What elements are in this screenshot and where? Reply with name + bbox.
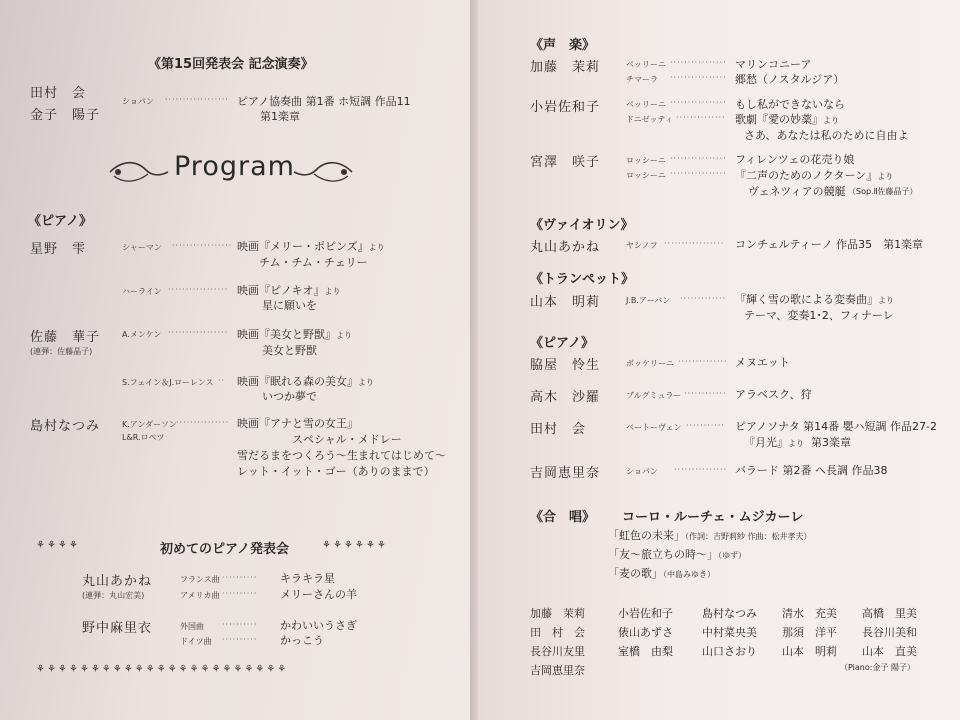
commemoration-title: 《第15回発表会 記念演奏》 bbox=[148, 57, 314, 72]
dot-leader: ·········· bbox=[222, 620, 258, 629]
dot-leader: ················· bbox=[172, 241, 233, 250]
piece-sub: いつか夢で bbox=[262, 390, 317, 403]
section-heading-chorus: 《合 唱》 bbox=[530, 510, 596, 525]
composer-name: ヤシノフ bbox=[626, 241, 658, 250]
member-name: 高橋 里美 bbox=[862, 607, 917, 620]
piece-line: レット・イット・ゴー（ありのままで） bbox=[237, 465, 435, 478]
dot-leader: ·· bbox=[218, 376, 226, 385]
performer-name: 宮澤 咲子 bbox=[530, 155, 601, 170]
composer-name: ボッケリーニ bbox=[626, 359, 674, 368]
composer-name: ベートーヴェン bbox=[626, 423, 682, 432]
composer-name: ブルグミュラー bbox=[626, 391, 682, 400]
member-name: 室橋 由梨 bbox=[618, 645, 673, 658]
composer-name: チマーラ bbox=[626, 75, 658, 84]
dot-leader: ·················· bbox=[165, 95, 229, 104]
composer-name: アメリカ曲 bbox=[180, 591, 220, 600]
composer-name: J.B.アーバン bbox=[626, 296, 671, 305]
performer-name: 高木 沙羅 bbox=[530, 390, 601, 405]
accompanist-note: (連弾：佐藤晶子) bbox=[30, 347, 93, 356]
performer-name: 山本 明莉 bbox=[530, 295, 601, 310]
flourish-right-icon bbox=[292, 158, 354, 186]
song-title: 「麦の歌」（中島みゆき） bbox=[608, 567, 715, 580]
member-name: 清水 充美 bbox=[782, 607, 837, 620]
program-heading: Program bbox=[174, 151, 295, 182]
composer-name: ハーライン bbox=[122, 287, 162, 296]
piece-title: 『二声のためのノクターン』より bbox=[735, 169, 894, 182]
dot-leader: ················ bbox=[670, 73, 727, 82]
section-heading-piano: 《ピアノ》 bbox=[530, 336, 594, 351]
performer-name: 小岩佐和子 bbox=[530, 100, 601, 115]
performer-name: 加藤 茉莉 bbox=[530, 60, 601, 75]
member-name: 長谷川友里 bbox=[530, 645, 585, 658]
performer-name: 丸山あかね bbox=[530, 240, 601, 255]
dot-leader: ·········· bbox=[222, 635, 258, 644]
right-page bbox=[478, 0, 960, 720]
piece-title: 映画『眠れる森の美女』より bbox=[237, 375, 374, 388]
performer-name: 星野 雫 bbox=[30, 242, 87, 257]
member-name: 那須 洋平 bbox=[782, 626, 837, 639]
piece-title: 映画『メリー・ポピンズ』より bbox=[237, 240, 385, 253]
piece-sub: 『月光』より 第3楽章 bbox=[744, 436, 851, 449]
piece-title: もし私ができないなら bbox=[735, 98, 845, 111]
performer-name: 金子 陽子 bbox=[30, 108, 101, 123]
member-name: 中村菜央美 bbox=[702, 626, 757, 639]
piece-title: ピアノ協奏曲 第1番 ホ短調 作品11 bbox=[237, 95, 411, 108]
dot-leader: ················ bbox=[670, 169, 727, 178]
piece-line: 雪だるまをつくろう～生まれてはじめて～ bbox=[237, 449, 446, 462]
ornament-border-icon: ⚘⚘⚘⚘⚘⚘⚘⚘⚘⚘⚘⚘⚘⚘⚘⚘⚘⚘⚘⚘⚘⚘⚘ bbox=[36, 664, 289, 675]
composer-name: ドイツ曲 bbox=[180, 637, 212, 646]
composer-name: A.メンケン bbox=[122, 330, 162, 339]
composer-name: ベッリーニ bbox=[626, 60, 666, 69]
dot-leader: ··············· bbox=[674, 465, 728, 474]
composer-name: L&R.ロペツ bbox=[122, 433, 165, 442]
song-title: 「友～旅立ちの時～」（ゆず） bbox=[608, 548, 746, 561]
ornament-row-icon: ⚘⚘⚘⚘⚘⚘ bbox=[322, 540, 388, 551]
piece-title: メヌエット bbox=[735, 356, 790, 369]
piece-title: 『輝く雪の歌による変奏曲』より bbox=[735, 293, 894, 306]
piece-title: 映画『ピノキオ』より bbox=[237, 284, 341, 297]
piece-sub: 星に願いを bbox=[262, 299, 317, 312]
composer-name: ショパン bbox=[122, 97, 154, 106]
piece-title: かっこう bbox=[280, 634, 324, 647]
composer-name: ロッシーニ bbox=[626, 156, 666, 165]
dot-leader: ················ bbox=[670, 154, 727, 163]
first-recital-heading: 初めてのピアノ発表会 bbox=[160, 542, 289, 557]
piece-title: メリーさんの羊 bbox=[280, 588, 357, 601]
piece-title: バラード 第2番 ヘ長調 作品38 bbox=[735, 464, 888, 477]
piece-sub: スペシャル・メドレー bbox=[292, 433, 402, 446]
dot-leader: ·············· bbox=[678, 357, 728, 366]
composer-name: ベッリーニ bbox=[626, 100, 666, 109]
piano-accompanist-note: （Piano:金子 陽子） bbox=[840, 663, 915, 672]
ornament-row-icon: ⚘⚘⚘⚘ bbox=[36, 540, 80, 551]
composer-name: フランス曲 bbox=[180, 575, 220, 584]
member-name: 島村なつみ bbox=[702, 607, 757, 620]
section-heading-vocal: 《声 楽》 bbox=[530, 38, 596, 53]
composer-name: S.フェイン＆J.ローレンス bbox=[122, 378, 214, 387]
section-heading-piano: 《ピアノ》 bbox=[28, 214, 92, 229]
dot-leader: ················· bbox=[664, 239, 725, 248]
song-title: 「虹色の未来」（作詞：吉野莉紗 作曲：松井孝夫） bbox=[608, 529, 812, 542]
dot-leader: ················· bbox=[168, 285, 229, 294]
piece-title: ヴェネツィアの競艇 bbox=[748, 185, 846, 198]
performer-name: 脇屋 怜生 bbox=[530, 358, 601, 373]
dot-leader: ·········· bbox=[222, 573, 258, 582]
piece-title: 映画『アナと雪の女王』 bbox=[237, 417, 358, 430]
member-name: 小岩佐和子 bbox=[618, 607, 673, 620]
piece-title: フィレンツェの花売り娘 bbox=[735, 153, 855, 166]
piece-sub: チム・チム・チェリー bbox=[259, 256, 368, 269]
dot-leader: ··············· bbox=[176, 418, 230, 427]
performer-note: （Sop.Ⅱ佐藤晶子） bbox=[848, 187, 918, 196]
member-name: 山本 直美 bbox=[862, 645, 917, 658]
piece-title: キラキラ星 bbox=[280, 572, 335, 585]
chorus-group-name: コーロ・ルーチェ・ムジカーレ bbox=[622, 510, 804, 525]
accompanist-note: (連弾：丸山宏美) bbox=[82, 591, 145, 600]
piece-title: マリンコニーア bbox=[735, 58, 812, 71]
piece-title: かわいいうさぎ bbox=[280, 619, 357, 632]
piece-title: 郷愁（ノスタルジア） bbox=[735, 73, 845, 86]
piece-title: 歌劇『愛の妙薬』より bbox=[735, 113, 839, 126]
performer-name: 丸山あかね bbox=[82, 574, 153, 589]
piece-title: 映画『美女と野獣』より bbox=[237, 328, 352, 341]
piece-title: ピアノソナタ 第14番 嬰ハ短調 作品27-2 bbox=[735, 420, 938, 433]
dot-leader: ················· bbox=[168, 328, 229, 337]
dot-leader: ················ bbox=[670, 58, 727, 67]
piece-sub: テーマ、変奏1･2、フィナーレ bbox=[744, 309, 894, 322]
performer-name: 野中麻里衣 bbox=[82, 621, 153, 636]
dot-leader: ·············· bbox=[676, 113, 726, 122]
dot-leader: ················ bbox=[670, 98, 727, 107]
dot-leader: ·········· bbox=[222, 589, 258, 598]
section-heading-trumpet: 《トランペット》 bbox=[530, 272, 635, 287]
member-name: 山本 明莉 bbox=[782, 645, 837, 658]
piece-sub: 美女と野獣 bbox=[262, 344, 317, 357]
composer-name: 外国曲 bbox=[180, 622, 204, 631]
performer-name: 田村 会 bbox=[30, 86, 87, 101]
composer-name: ロッシーニ bbox=[626, 171, 666, 180]
left-page bbox=[0, 0, 472, 720]
member-name: 加藤 茉莉 bbox=[530, 607, 585, 620]
composer-name: シャーマン bbox=[122, 243, 162, 252]
performer-name: 島村なつみ bbox=[30, 419, 101, 434]
flourish-left-icon bbox=[108, 158, 170, 186]
dot-leader: ············ bbox=[684, 389, 727, 398]
piece-title: さあ、あなたは私のために自由よ bbox=[744, 129, 909, 142]
performer-name: 吉岡恵里奈 bbox=[530, 466, 601, 481]
composer-name: K.アンダーソン bbox=[122, 420, 177, 429]
member-name: 吉岡恵里奈 bbox=[530, 664, 585, 677]
dot-leader: ··········· bbox=[686, 421, 725, 430]
piece-movement: 第1楽章 bbox=[260, 110, 300, 123]
piece-title: コンチェルティーノ 作品35 第1楽章 bbox=[735, 238, 924, 251]
member-name: 長谷川美和 bbox=[862, 626, 917, 639]
dot-leader: ············· bbox=[680, 294, 727, 303]
member-name: 山口さおり bbox=[702, 645, 757, 658]
composer-name: ドニゼッティ bbox=[626, 115, 673, 124]
performer-name: 田村 会 bbox=[530, 422, 587, 437]
member-name: 田 村 会 bbox=[530, 626, 585, 639]
section-heading-violin: 《ヴァイオリン》 bbox=[530, 218, 634, 233]
composer-name: ショパン bbox=[626, 467, 658, 476]
member-name: 俵山あずさ bbox=[618, 626, 673, 639]
piece-title: アラベスク、狩 bbox=[735, 388, 812, 401]
performer-name: 佐藤 華子 bbox=[30, 330, 101, 345]
